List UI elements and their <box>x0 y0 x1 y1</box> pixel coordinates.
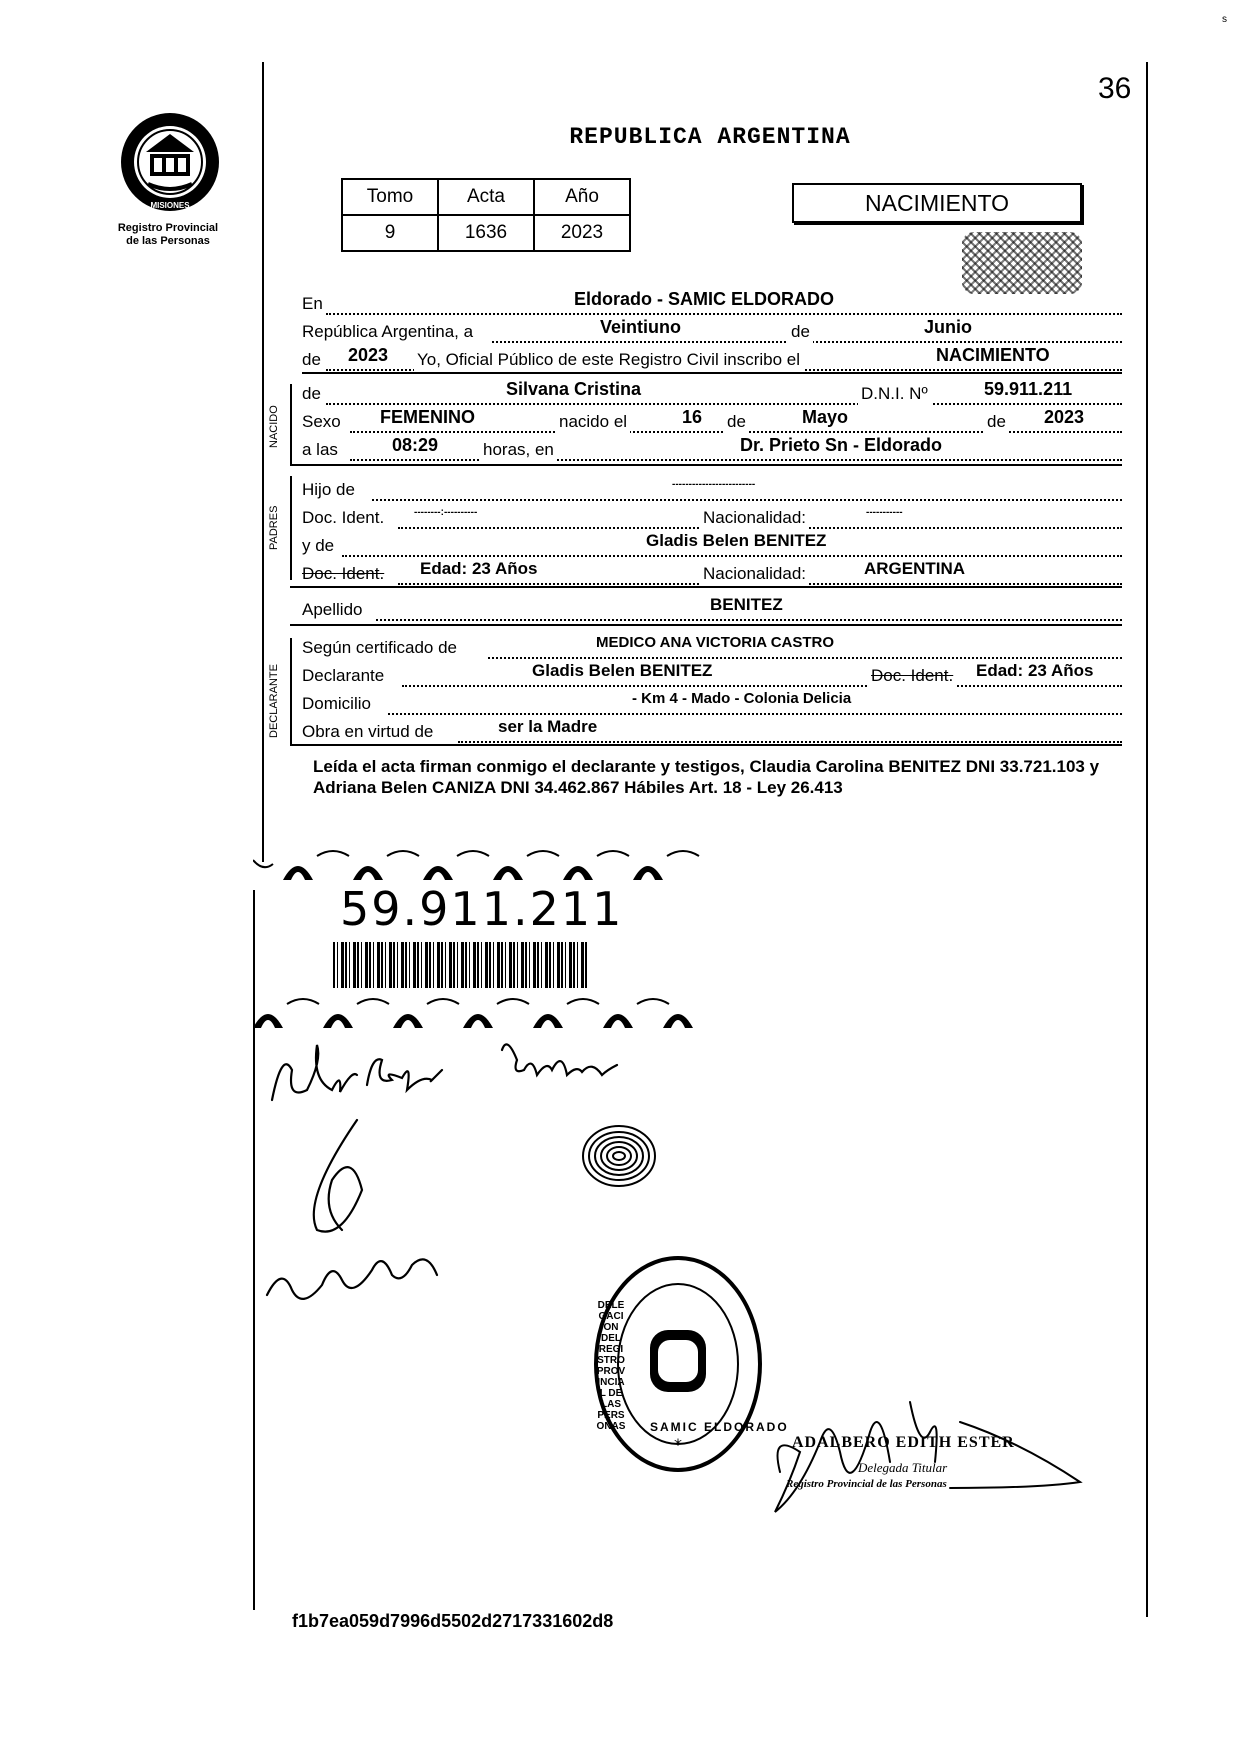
stamp-center-star: * <box>674 1435 682 1454</box>
section-divider <box>290 744 1122 746</box>
row-place <box>302 289 1122 316</box>
row-father <box>302 478 1122 502</box>
row-mother <box>302 531 1122 558</box>
declarant-age-value: Edad: 23 Años <box>972 659 1097 683</box>
header-acta: Acta <box>438 179 534 215</box>
capacity-label: Obra en virtud de <box>302 720 436 744</box>
month-label: de <box>788 320 813 344</box>
sex-value: FEMENINO <box>376 405 479 429</box>
place-value: Eldorado - SAMIC ELDORADO <box>570 287 838 311</box>
child-dni-value: 59.911.211 <box>980 377 1076 401</box>
section-bracket <box>290 638 292 744</box>
delegate-name: ADALBERO EDITH ESTER <box>792 1434 1015 1451</box>
fingerprint <box>574 1116 664 1196</box>
dotted-line <box>350 459 1122 461</box>
statement-text: Yo, Oficial Público de este Registro Civil inscribo el <box>414 348 803 372</box>
registry-name-line1: Registro Provincial <box>117 222 219 234</box>
delegate-signature <box>760 1392 1090 1526</box>
place-label: En <box>302 292 326 316</box>
address-value: - Km 4 - Mado - Colonia Delicia <box>628 687 855 711</box>
dni-barcode <box>333 942 588 988</box>
value-tomo: 9 <box>342 215 438 251</box>
year-value: 2023 <box>344 343 392 367</box>
section-label-nacido: NACIDO <box>268 405 280 448</box>
dotted-line <box>326 313 1122 315</box>
father-doc-label: Doc. Ident. <box>302 506 387 530</box>
born-label: nacido el <box>556 410 630 434</box>
security-strip-bottom <box>253 994 703 1028</box>
row-date <box>302 317 1122 344</box>
document-title: REPUBLICA ARGENTINA <box>569 124 851 150</box>
mother-label: y de <box>302 534 337 558</box>
row-year-statement <box>302 345 1122 372</box>
mother-age-value: Edad: 23 Años <box>416 557 541 581</box>
child-of-label: Hijo de <box>302 478 358 502</box>
surname-value: BENITEZ <box>706 593 787 617</box>
row-capacity <box>302 717 1122 744</box>
father-nationality-label: Nacionalidad: <box>700 506 809 530</box>
month-value: Junio <box>920 315 976 339</box>
delegate-registry: Registro Provincial de las Personas <box>786 1478 947 1490</box>
time-label: a las <box>302 438 341 462</box>
address-label: Domicilio <box>302 692 374 716</box>
row-child-name <box>302 379 1122 406</box>
born-de-label: de <box>724 410 749 434</box>
time-value: 08:29 <box>388 433 442 457</box>
mother-nationality-label: Nacionalidad: <box>700 562 809 586</box>
left-margin-line <box>262 62 264 862</box>
certificate-label: Según certificado de <box>302 636 460 660</box>
mother-nationality-value: ARGENTINA <box>860 557 969 581</box>
value-anio: 2023 <box>534 215 630 251</box>
section-bracket <box>290 384 292 464</box>
corner-mark: s <box>1222 14 1227 25</box>
born-month-value: Mayo <box>798 405 852 429</box>
birth-address-value: Dr. Prieto Sn - Eldorado <box>736 433 946 457</box>
stamp-inner-text: SAMIC ELDORADO <box>650 1420 789 1434</box>
registry-name-line2: de las Personas <box>126 235 210 247</box>
child-name-value: Silvana Cristina <box>502 377 645 401</box>
dotted-line <box>376 619 1122 621</box>
row-certificate <box>302 636 1122 660</box>
sex-label: Sexo <box>302 410 344 434</box>
row-time-place <box>302 435 1122 462</box>
surname-label: Apellido <box>302 598 366 622</box>
header-anio: Año <box>534 179 630 215</box>
certificate-value: MEDICO ANA VICTORIA CASTRO <box>592 631 838 655</box>
reference-table <box>341 178 631 252</box>
section-label-padres: PADRES <box>268 505 280 550</box>
section-divider <box>290 464 1122 466</box>
misiones-province-seal <box>118 110 222 214</box>
dni-large-label: 59.911.211 <box>340 882 624 936</box>
section-divider <box>290 586 1122 588</box>
child-name-label: de <box>302 382 324 406</box>
header-tomo: Tomo <box>342 179 438 215</box>
row-declarant <box>302 661 1122 688</box>
dotted-line <box>372 499 1122 501</box>
father-value: ------------------------- <box>668 473 759 497</box>
row-address <box>302 692 1122 716</box>
registry-name <box>102 222 234 248</box>
page-number: 36 <box>1098 72 1132 105</box>
year-prefix: de <box>302 348 324 372</box>
delegate-role: Delegada Titular <box>858 1460 948 1475</box>
security-strip-top <box>253 846 703 880</box>
section-label-declarante: DECLARANTE <box>268 664 280 738</box>
row-sex-birth <box>302 407 1122 434</box>
day-value: Veintiuno <box>596 315 685 339</box>
born-day-value: 16 <box>678 405 706 429</box>
section-divider <box>290 624 1122 626</box>
born-de-label-2: de <box>984 410 1009 434</box>
mother-doc-label: Doc. Ident. <box>302 562 387 586</box>
row-mother-doc <box>302 559 1122 586</box>
value-acta: 1636 <box>438 215 534 251</box>
country-label: República Argentina, a <box>302 320 476 344</box>
section-bracket <box>290 476 292 580</box>
born-year-value: 2023 <box>1040 405 1088 429</box>
seal-text: MISIONES <box>150 201 190 210</box>
row-surname <box>302 595 1122 622</box>
reference-value-row <box>342 215 630 251</box>
row-father-doc <box>302 506 1122 530</box>
declarant-label: Declarante <box>302 664 387 688</box>
section-divider <box>302 372 1122 374</box>
reference-header-row <box>342 179 630 215</box>
right-margin-line <box>1146 62 1148 1617</box>
record-type-box: NACIMIENTO <box>792 183 1082 223</box>
father-nationality-value: ----------- <box>862 501 907 525</box>
security-hologram-overlay <box>962 232 1082 294</box>
father-doc-value: --------:---------- <box>410 501 481 525</box>
mother-value: Gladis Belen BENITEZ <box>642 529 830 553</box>
declarant-doc-label: Doc. Ident. <box>868 664 956 688</box>
closing-statement: Leída el acta firman conmigo el declarante y testigos, Claudia Carolina BENITEZ DNI 33.721.103 y Adriana Belen CANIZA DNI 34.462.867 Hábiles Art. 18 - Ley 26.413 <box>313 757 1100 797</box>
hours-label: horas, en <box>480 438 557 462</box>
declarant-value: Gladis Belen BENITEZ <box>528 659 716 683</box>
inscribed-value: NACIMIENTO <box>932 343 1054 367</box>
stamp-outer-text: DELEGACION DEL REGISTRO PROVINCIAL DE LAS PERSONAS <box>596 1300 626 1432</box>
dni-label: D.N.I. Nº <box>858 382 931 406</box>
capacity-value: ser la Madre <box>494 715 601 739</box>
dotted-line <box>458 741 1122 743</box>
document-hash: f1b7ea059d7996d5502d2717331602d8 <box>292 1611 614 1631</box>
